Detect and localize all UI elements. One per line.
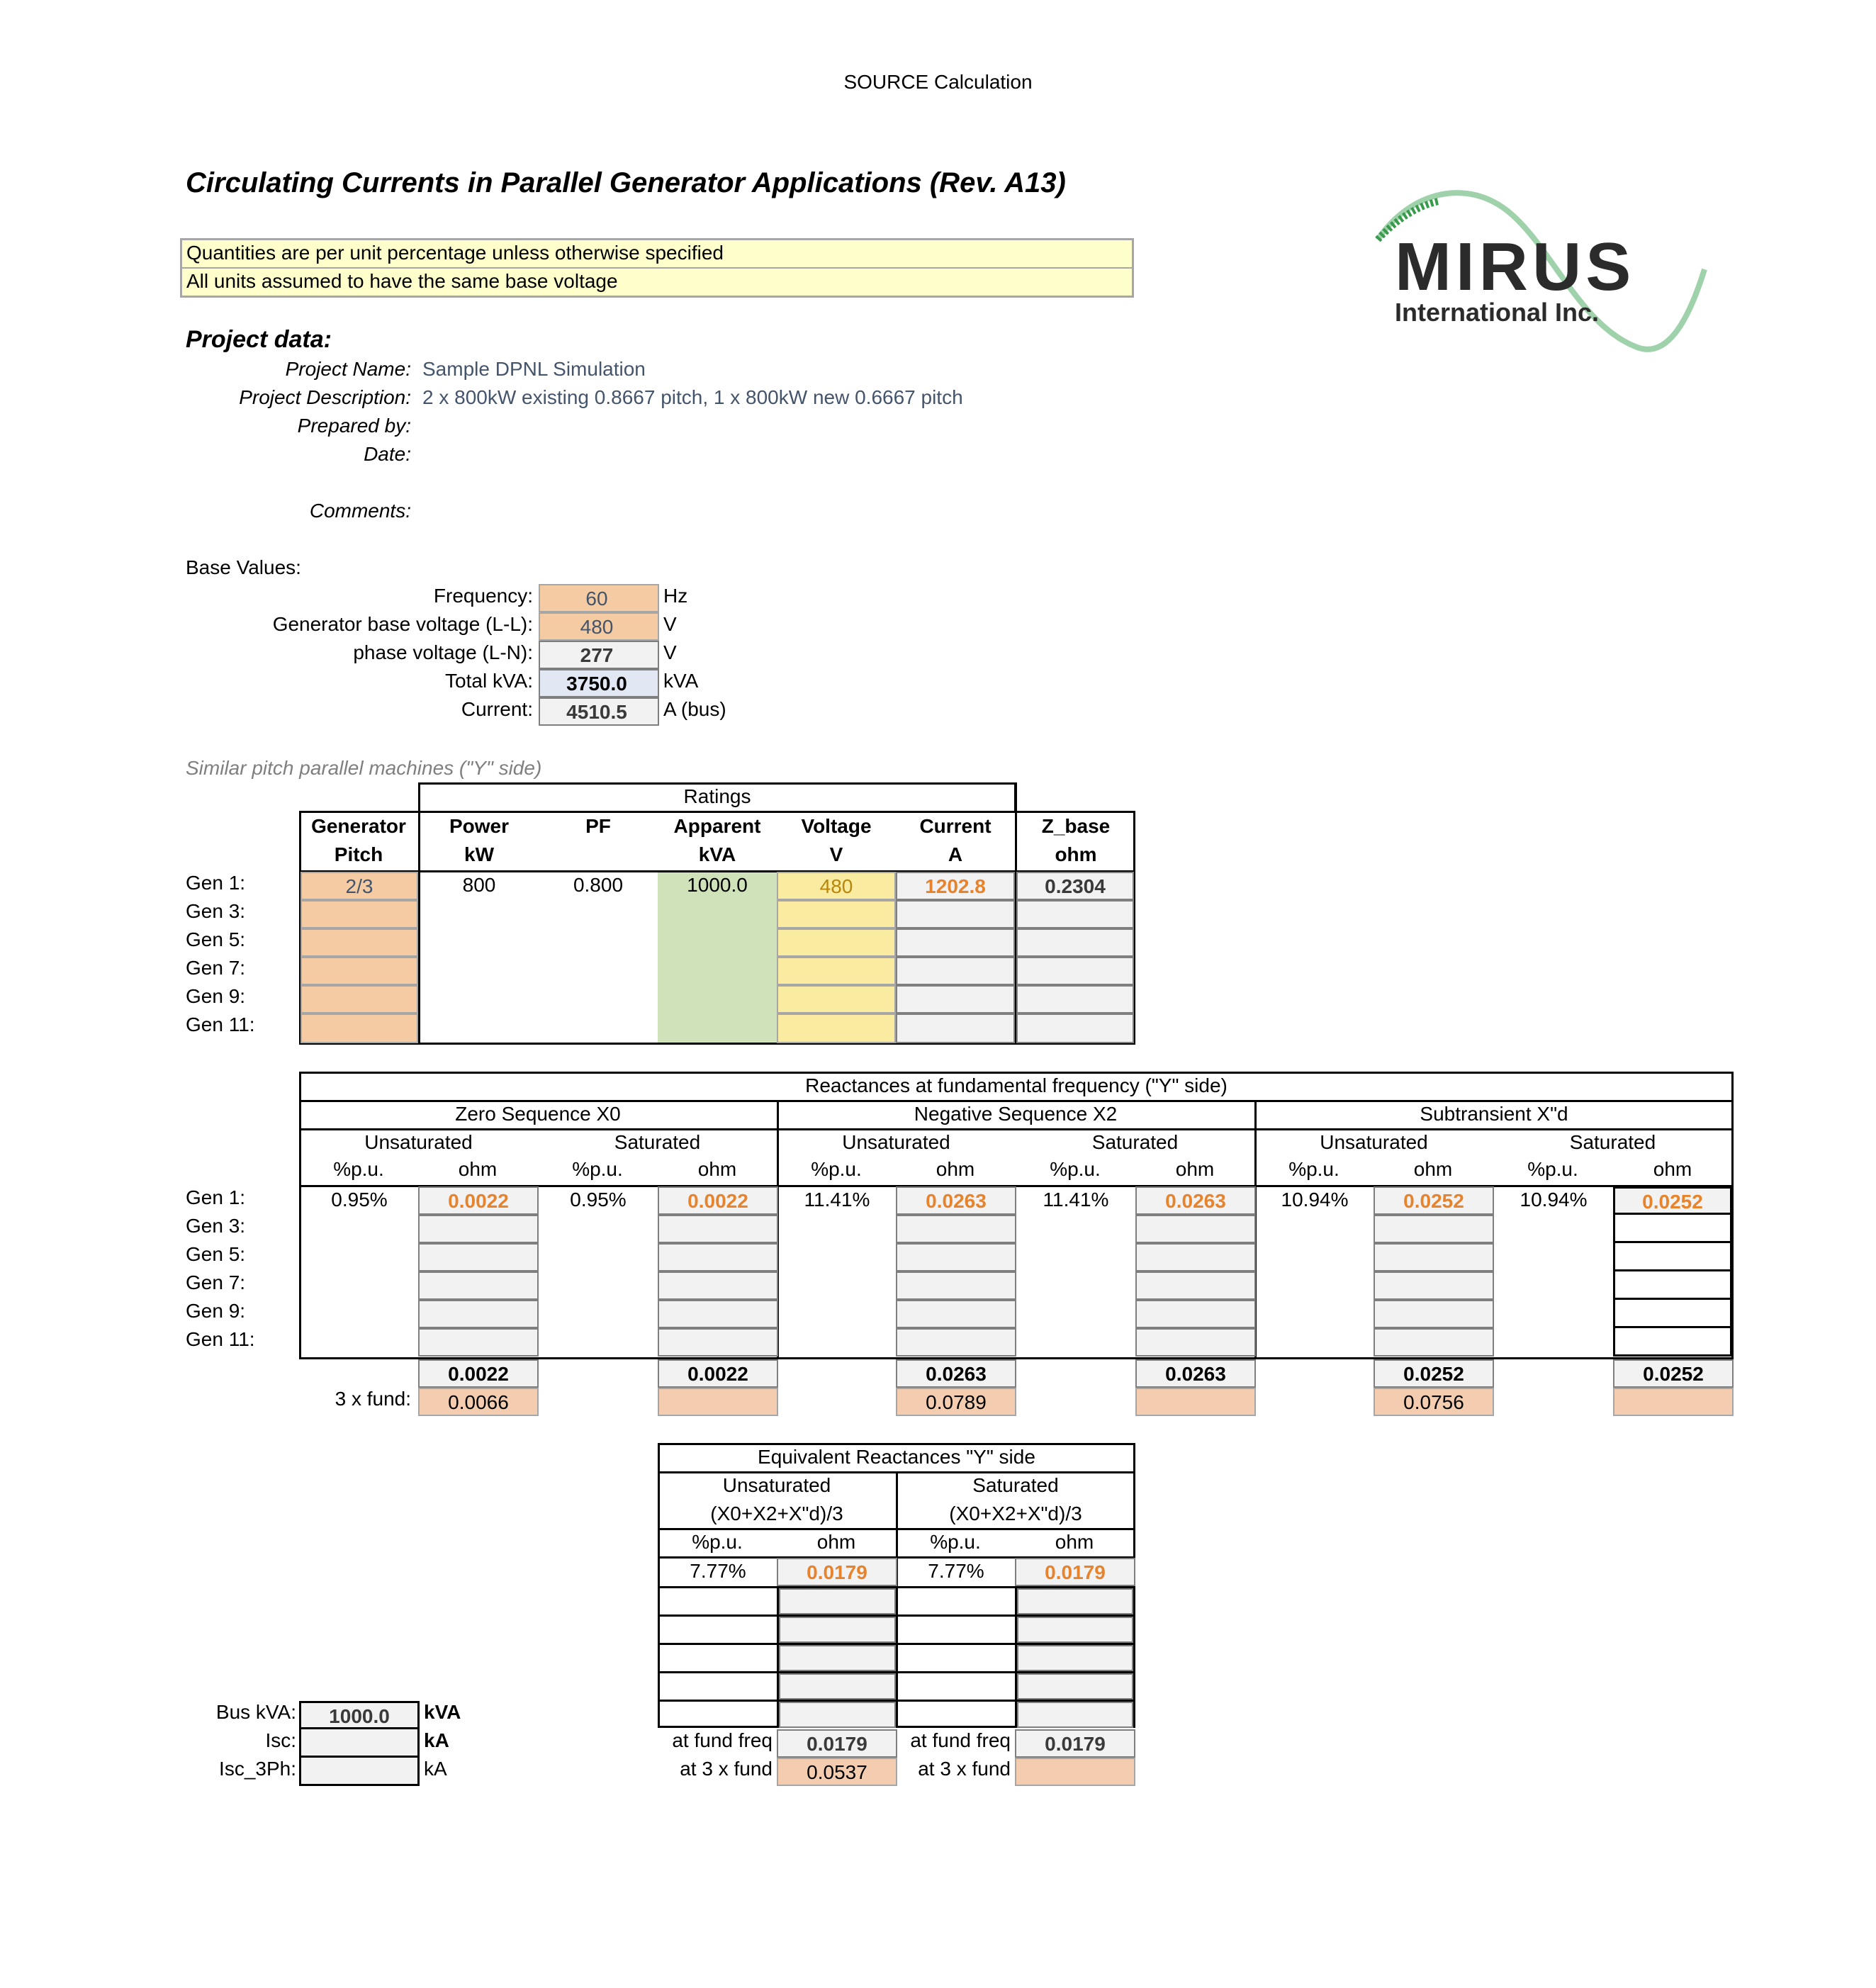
comments-label: Comments:: [309, 500, 411, 522]
current-cell: [896, 985, 1015, 1013]
isc-unit: kA: [424, 1729, 449, 1751]
pitch-input[interactable]: [301, 1013, 418, 1043]
isc-3ph-value: [299, 1758, 420, 1786]
gen1-pf[interactable]: 0.800: [573, 874, 624, 896]
x0-unsat-pu[interactable]: 0.95%: [331, 1189, 388, 1211]
x2-sat-pu[interactable]: 11.41%: [1043, 1189, 1109, 1211]
unsat-header: Unsaturated: [364, 1131, 473, 1153]
zero-seq-header: Zero Sequence X0: [455, 1103, 621, 1125]
phase-voltage-value: 277: [539, 641, 659, 669]
ohm-cell: [896, 1300, 1016, 1328]
pitch-input[interactable]: [301, 957, 418, 985]
xd-unsat-total: 0.0252: [1374, 1359, 1494, 1388]
isc-label: Isc:: [265, 1729, 296, 1751]
reactance-gen-label: Gen 1:: [186, 1186, 246, 1208]
reactances-line: [299, 1128, 1734, 1130]
zbase-cell: [1016, 985, 1134, 1013]
ratings-section-label: Similar pitch parallel machines ("Y" side): [186, 757, 542, 779]
ratings-unit-apparent: kVA: [698, 843, 736, 865]
voltage-input[interactable]: [777, 985, 896, 1013]
three-x-fund-label: 3 x fund:: [335, 1388, 411, 1410]
base-voltage-unit: V: [663, 613, 677, 635]
ohm-cell: [1374, 1243, 1494, 1271]
current-cell: [896, 957, 1015, 985]
ratings-header-zbase: Z_base: [1041, 815, 1111, 837]
total-kva-unit: kVA: [663, 670, 699, 692]
current-unit: A (bus): [663, 698, 726, 720]
ohm-cell: [896, 1328, 1016, 1357]
xd-unsat-3x: 0.0756: [1374, 1388, 1494, 1416]
gen1-apparent-kva: 1000.0: [687, 874, 748, 896]
col-pu: %p.u.: [1527, 1158, 1578, 1180]
gen1-voltage[interactable]: 480: [777, 872, 896, 900]
equiv-col-pu: %p.u.: [692, 1531, 743, 1553]
pitch-input[interactable]: [301, 985, 418, 1013]
ratings-gen-label: Gen 11:: [186, 1013, 255, 1035]
frequency-label: Frequency:: [433, 585, 533, 607]
ohm-cell: [1135, 1271, 1256, 1300]
gen1-pitch-input[interactable]: 2/3: [301, 872, 418, 900]
equiv-ohm-cell: [779, 1617, 896, 1643]
base-voltage-input[interactable]: 480: [539, 612, 659, 641]
ratings-header-pitch: Generator: [311, 815, 406, 837]
reactance-gen-label: Gen 7:: [186, 1271, 246, 1293]
x2-unsat-ohm: 0.0263: [896, 1186, 1016, 1215]
ohm-cell: [1613, 1215, 1732, 1243]
sat-header: Saturated: [1569, 1131, 1656, 1153]
neg-seq-header: Negative Sequence X2: [914, 1103, 1118, 1125]
ratings-unit-current: A: [948, 843, 963, 865]
x2-sat-total: 0.0263: [1135, 1359, 1256, 1388]
reactances-line: [299, 1100, 1734, 1102]
equiv-ohm-cell: [1017, 1588, 1133, 1614]
unsat-header: Unsaturated: [842, 1131, 950, 1153]
ohm-cell: [1135, 1215, 1256, 1243]
x2-unsat-pu[interactable]: 11.41%: [804, 1189, 870, 1211]
date-label: Date:: [364, 443, 411, 465]
zbase-cell: [1016, 957, 1134, 985]
equiv-ohm-cell: [1017, 1702, 1133, 1728]
sat-header: Saturated: [614, 1131, 701, 1153]
equiv-sat-header: Saturated: [972, 1474, 1059, 1496]
bus-kva-value: 1000.0: [299, 1701, 420, 1729]
ohm-cell: [896, 1215, 1016, 1243]
ratings-unit-zbase: ohm: [1055, 843, 1097, 865]
voltage-input[interactable]: [777, 1013, 896, 1043]
equiv-col-ohm: ohm: [1055, 1531, 1094, 1553]
gen1-power[interactable]: 800: [462, 874, 496, 896]
ohm-cell: [418, 1328, 539, 1357]
gen1-current: 1202.8: [896, 872, 1015, 900]
ohm-cell: [1135, 1243, 1256, 1271]
ratings-header-apparent: Apparent: [673, 815, 761, 837]
ratings-header-voltage: Voltage: [801, 815, 872, 837]
frequency-input[interactable]: 60: [539, 584, 659, 612]
ohm-cell: [1374, 1328, 1494, 1357]
ratings-header-pf: PF: [585, 815, 611, 837]
x0-sat-total: 0.0022: [658, 1359, 778, 1388]
equiv-ohm-cell: [1017, 1673, 1133, 1700]
current-label: Current:: [461, 698, 533, 720]
project-desc-value[interactable]: 2 x 800kW existing 0.8667 pitch, 1 x 800kW new 0.6667 pitch: [422, 386, 963, 408]
x0-sat-ohm: 0.0022: [658, 1186, 778, 1215]
ohm-cell: [658, 1300, 778, 1328]
ratings-unit-power: kW: [464, 843, 494, 865]
at-3x-fund-label: at 3 x fund: [918, 1758, 1011, 1780]
ohm-cell: [1374, 1300, 1494, 1328]
xd-unsat-pu[interactable]: 10.94%: [1281, 1189, 1349, 1211]
ohm-cell: [418, 1215, 539, 1243]
col-pu: %p.u.: [811, 1158, 862, 1180]
project-name-label: Project Name:: [285, 358, 411, 380]
x0-unsat-3x: 0.0066: [418, 1388, 539, 1416]
ohm-cell: [658, 1328, 778, 1357]
pitch-input[interactable]: [301, 928, 418, 957]
prepared-by-label: Prepared by:: [297, 415, 411, 437]
gen1-zbase: 0.2304: [1016, 872, 1134, 900]
total-kva-value: 3750.0: [539, 669, 659, 697]
current-cell: [896, 928, 1015, 957]
voltage-input[interactable]: [777, 900, 896, 928]
equiv-ohm-cell: [779, 1702, 896, 1728]
x0-sat-3x: [658, 1388, 778, 1416]
col-ohm: ohm: [458, 1158, 498, 1180]
equiv-unsat-3x: 0.0537: [777, 1758, 897, 1786]
equiv-line: [658, 1528, 1135, 1530]
col-ohm: ohm: [1175, 1158, 1215, 1180]
equiv-sat-pu: 7.77%: [928, 1560, 984, 1582]
ohm-cell: [1613, 1243, 1732, 1271]
xd-unsat-ohm: 0.0252: [1374, 1186, 1494, 1215]
equiv-sat-3x: [1015, 1758, 1135, 1786]
page-title: Circulating Currents in Parallel Generator Applications (Rev. A13): [186, 167, 1066, 198]
equiv-unsat-header: Unsaturated: [722, 1474, 831, 1496]
col-ohm: ohm: [1653, 1158, 1692, 1180]
zbase-cell: [1016, 1013, 1134, 1043]
ohm-cell: [1374, 1271, 1494, 1300]
reactance-gen-label: Gen 9:: [186, 1300, 246, 1322]
ohm-cell: [418, 1300, 539, 1328]
ratings-unit-pitch: Pitch: [334, 843, 383, 865]
isc-value: [299, 1729, 420, 1758]
ratings-unit-voltage: V: [829, 843, 843, 865]
ratings-gen-label: Gen 3:: [186, 900, 246, 922]
equiv-sat-ohm: 0.0179: [1015, 1558, 1135, 1586]
xd-sat-pu[interactable]: 10.94%: [1520, 1189, 1588, 1211]
current-cell: [896, 900, 1015, 928]
isc-3ph-unit: kA: [424, 1758, 447, 1780]
xd-sat-ohm: 0.0252: [1613, 1186, 1732, 1215]
ohm-cell: [1135, 1328, 1256, 1357]
equiv-unsat-pu: 7.77%: [690, 1560, 746, 1582]
ratings-gen-label: Gen 7:: [186, 957, 246, 979]
voltage-input[interactable]: [777, 928, 896, 957]
unsat-header: Unsaturated: [1320, 1131, 1428, 1153]
phase-voltage-unit: V: [663, 641, 677, 663]
current-cell: [896, 1013, 1015, 1043]
reactance-gen-label: Gen 5:: [186, 1243, 246, 1265]
equiv-col-ohm: ohm: [816, 1531, 856, 1553]
ohm-cell: [418, 1271, 539, 1300]
ohm-cell: [658, 1243, 778, 1271]
notes-box: [180, 238, 1134, 298]
col-ohm: ohm: [1413, 1158, 1453, 1180]
notes-divider: [182, 267, 1132, 269]
isc-3ph-label: Isc_3Ph:: [219, 1758, 296, 1780]
col-ohm: ohm: [936, 1158, 975, 1180]
ratings-gen-label: Gen 1:: [186, 872, 246, 894]
ratings-gen-label: Gen 9:: [186, 985, 246, 1007]
subtransient-header: Subtransient X"d: [1420, 1103, 1568, 1125]
col-pu: %p.u.: [1050, 1158, 1101, 1180]
col-pu: %p.u.: [1288, 1158, 1339, 1180]
ohm-cell: [896, 1243, 1016, 1271]
logo-brand: MIRUS: [1395, 229, 1636, 305]
ohm-cell: [1613, 1328, 1732, 1357]
ohm-cell: [1613, 1271, 1732, 1300]
equiv-formula: (X0+X2+X"d)/3: [949, 1503, 1082, 1524]
at-fund-label: at fund freq: [672, 1729, 773, 1751]
x2-sat-3x: [1135, 1388, 1256, 1416]
note-line-2: All units assumed to have the same base voltage: [186, 270, 618, 292]
x0-sat-pu[interactable]: 0.95%: [570, 1189, 627, 1211]
project-desc-label: Project Description:: [239, 386, 411, 408]
equiv-ohm-cell: [779, 1588, 896, 1614]
x2-unsat-total: 0.0263: [896, 1359, 1016, 1388]
reactance-gen-label: Gen 3:: [186, 1215, 246, 1237]
ohm-cell: [658, 1215, 778, 1243]
pitch-input[interactable]: [301, 900, 418, 928]
zbase-cell: [1016, 928, 1134, 957]
ohm-cell: [1135, 1300, 1256, 1328]
x2-unsat-3x: 0.0789: [896, 1388, 1016, 1416]
equiv-ohm-cell: [1017, 1645, 1133, 1671]
ratings-header-power: Power: [449, 815, 510, 837]
sheet-header: SOURCE Calculation: [843, 71, 1033, 93]
base-values-heading: Base Values:: [186, 556, 301, 578]
sat-header: Saturated: [1091, 1131, 1179, 1153]
base-voltage-label: Generator base voltage (L-L):: [272, 613, 533, 635]
col-pu: %p.u.: [572, 1158, 623, 1180]
equiv-title: Equivalent Reactances "Y" side: [758, 1446, 1035, 1468]
x2-sat-ohm: 0.0263: [1135, 1186, 1256, 1215]
total-kva-label: Total kVA:: [445, 670, 533, 692]
xd-sat-total: 0.0252: [1613, 1359, 1734, 1388]
ohm-cell: [418, 1243, 539, 1271]
zbase-cell: [1016, 900, 1134, 928]
bus-kva-label: Bus kVA:: [215, 1701, 296, 1723]
xd-sat-3x: [1613, 1388, 1734, 1416]
equiv-col-pu: %p.u.: [930, 1531, 981, 1553]
reactances-title: Reactances at fundamental frequency ("Y" side): [805, 1074, 1228, 1096]
equiv-formula: (X0+X2+X"d)/3: [710, 1503, 843, 1524]
voltage-input[interactable]: [777, 957, 896, 985]
x0-unsat-total: 0.0022: [418, 1359, 539, 1388]
ohm-cell: [1613, 1300, 1732, 1328]
current-value: 4510.5: [539, 697, 659, 726]
note-line-1: Quantities are per unit percentage unless otherwise specified: [186, 242, 724, 264]
col-ohm: ohm: [697, 1158, 737, 1180]
equiv-unsat-ohm: 0.0179: [777, 1558, 897, 1586]
ratings-header-current: Current: [919, 815, 992, 837]
ohm-cell: [896, 1271, 1016, 1300]
equiv-ohm-cell: [779, 1673, 896, 1700]
ratings-group-label: Ratings: [683, 785, 751, 807]
at-fund-label: at fund freq: [910, 1729, 1011, 1751]
x0-unsat-ohm: 0.0022: [418, 1186, 539, 1215]
equiv-ohm-cell: [779, 1645, 896, 1671]
col-pu: %p.u.: [333, 1158, 384, 1180]
project-heading: Project data:: [186, 326, 332, 353]
frequency-unit: Hz: [663, 585, 688, 607]
logo-subtitle: International Inc.: [1395, 298, 1600, 327]
equiv-ohm-cell: [1017, 1617, 1133, 1643]
ohm-cell: [658, 1271, 778, 1300]
at-3x-fund-label: at 3 x fund: [680, 1758, 773, 1780]
bus-kva-unit: kVA: [424, 1701, 461, 1723]
phase-voltage-label: phase voltage (L-N):: [353, 641, 533, 663]
project-name-value[interactable]: Sample DPNL Simulation: [422, 358, 646, 380]
equiv-sat-fund: 0.0179: [1015, 1729, 1135, 1758]
mirus-logo: [1368, 184, 1708, 361]
ohm-cell: [1374, 1215, 1494, 1243]
reactance-gen-label: Gen 11:: [186, 1328, 255, 1350]
ratings-gen-label: Gen 5:: [186, 928, 246, 950]
equiv-unsat-fund: 0.0179: [777, 1729, 897, 1758]
